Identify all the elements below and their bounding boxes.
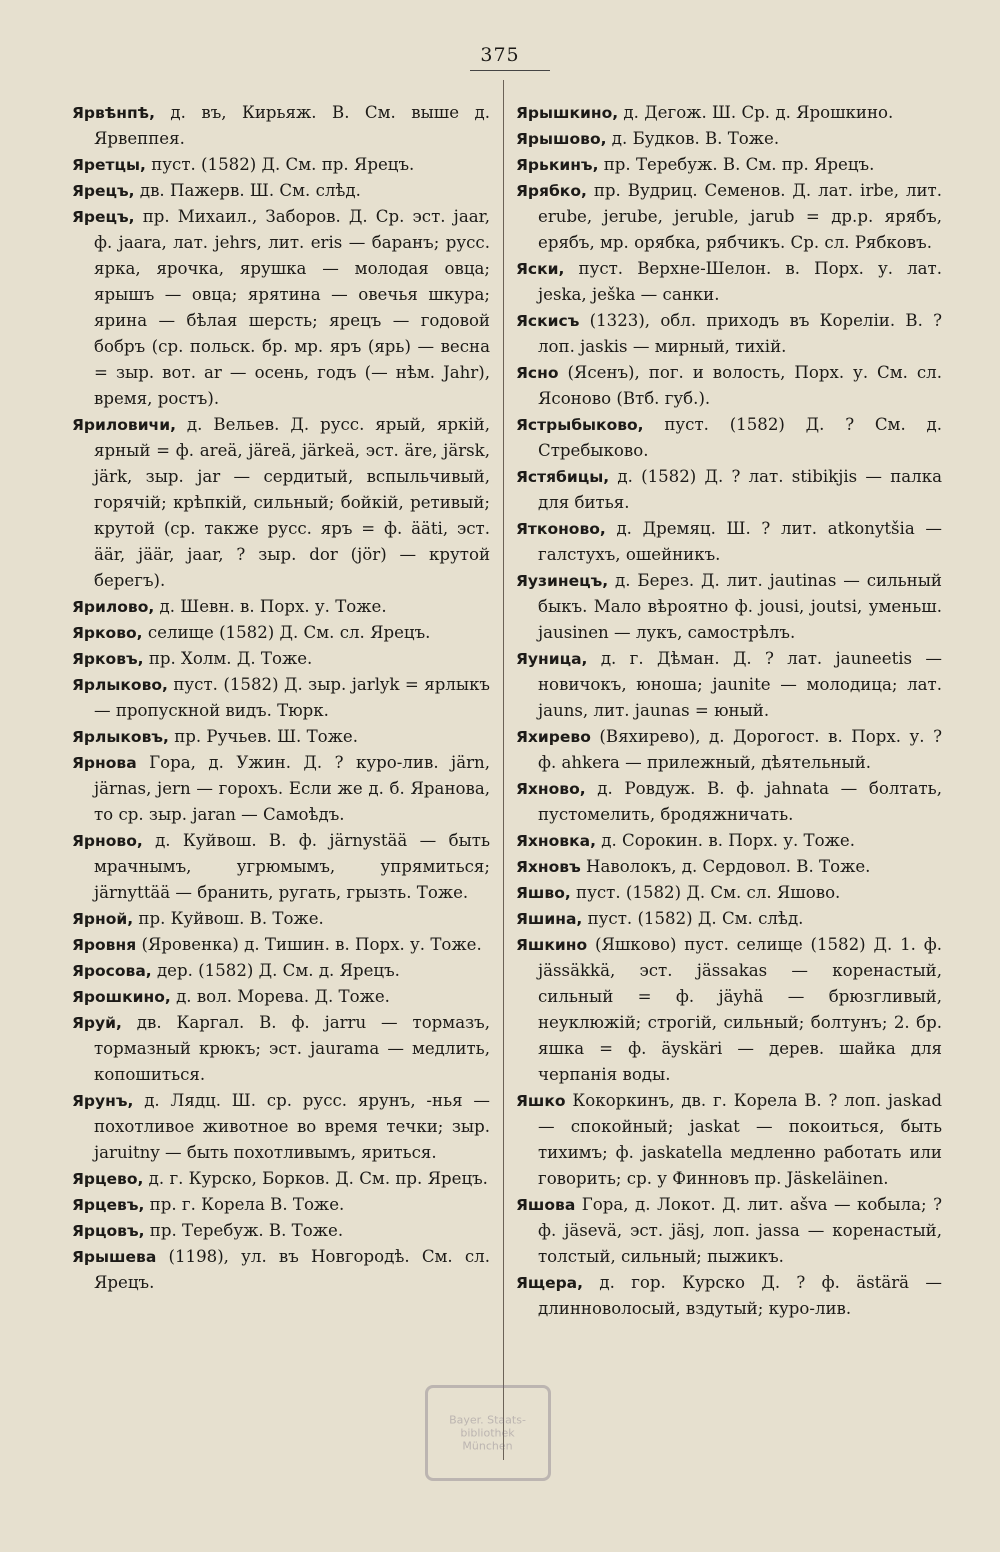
entry-headword: Яшво, xyxy=(516,884,571,902)
entry-headword: Ярной, xyxy=(72,910,134,928)
dictionary-entry xyxy=(72,1192,490,1218)
dictionary-entry xyxy=(516,1192,942,1270)
entry-headword: Ярышкино, xyxy=(516,104,619,122)
dictionary-entry xyxy=(516,568,942,646)
entry-headword: Ярцевъ, xyxy=(72,1196,145,1214)
entry-headword: Яхново, xyxy=(516,780,586,798)
entry-headword: Яуница, xyxy=(516,650,588,668)
entry-definition: д. Будков. В. Тоже. xyxy=(611,129,780,148)
entry-definition: пуст. (1582) Д. См. слѣд. xyxy=(587,909,804,928)
entry-headword: Ястябицы, xyxy=(516,468,610,486)
dictionary-entry xyxy=(72,1218,490,1244)
dictionary-entry xyxy=(72,750,490,828)
dictionary-entry xyxy=(72,412,490,594)
right-column xyxy=(516,100,942,1322)
dictionary-entry xyxy=(516,100,942,126)
left-column xyxy=(72,100,490,1296)
entry-headword: Яхирево xyxy=(516,728,591,746)
entry-headword: Ярлыковъ, xyxy=(72,728,169,746)
entry-definition: пуст. Верхне-Шелон. в. Порх. у. лат. jeska, ješka — санки. xyxy=(538,259,942,304)
dictionary-entry xyxy=(516,932,942,1088)
entry-headword: Ястрыбыково, xyxy=(516,416,644,434)
entry-headword: Яскисъ xyxy=(516,312,580,330)
entry-definition: дв. Пажерв. Ш. См. слѣд. xyxy=(139,181,361,200)
entry-definition: (Ясенъ), пог. и волость, Порх. у. См. сл. Ясоново (Втб. губ.). xyxy=(538,363,942,408)
dictionary-entry xyxy=(72,204,490,412)
entry-definition: Гора, д. Локот. Д. лит. ašva — кобыла; ? ф. jäsevä, эст. jäsj, лоп. jassa — коренастый, толстый, сильный; пыжикъ. xyxy=(538,1195,942,1266)
dictionary-entry xyxy=(72,1244,490,1296)
dictionary-entry xyxy=(72,828,490,906)
entry-headword: Яшова xyxy=(516,1196,576,1214)
entry-headword: Яшко xyxy=(516,1092,566,1110)
entry-headword: Ящера, xyxy=(516,1274,584,1292)
page-number-rule xyxy=(470,70,550,71)
entry-definition: Наволокъ, д. Сердовол. В. Тоже. xyxy=(586,857,871,876)
dictionary-entry xyxy=(516,1270,942,1322)
dictionary-entry xyxy=(72,178,490,204)
entry-headword: Яхновка, xyxy=(516,832,596,850)
entry-definition: пуст. (1582) Д. См. сл. Яшово. xyxy=(576,883,841,902)
dictionary-entry xyxy=(516,646,942,724)
dictionary-entry xyxy=(516,776,942,828)
dictionary-entry xyxy=(516,178,942,256)
page-number: 375 xyxy=(480,44,520,66)
entry-definition: дв. Каргал. В. ф. jarru — тормазъ, тормазный крюкъ; эст. jaurama — медлить, копошиться. xyxy=(94,1013,490,1084)
entry-definition: пр. г. Корела В. Тоже. xyxy=(149,1195,345,1214)
entry-definition: д. вол. Морева. Д. Тоже. xyxy=(176,987,390,1006)
column-divider xyxy=(503,80,504,1460)
dictionary-entry xyxy=(516,308,942,360)
dictionary-entry xyxy=(72,152,490,178)
entry-definition: д. Дремяц. Ш. ? лит. atkonytšia — галстухъ, ошейникъ. xyxy=(538,519,943,564)
entry-headword: Ярецъ, xyxy=(72,208,135,226)
dictionary-entry xyxy=(72,984,490,1010)
dictionary-entry xyxy=(516,464,942,516)
dictionary-entry xyxy=(516,854,942,880)
dictionary-entry xyxy=(72,1166,490,1192)
dictionary-entry xyxy=(72,100,490,152)
entry-definition: пр. Теребуж. В. См. пр. Ярецъ. xyxy=(603,155,875,174)
entry-headword: Ясно xyxy=(516,364,559,382)
entry-definition: пуст. (1582) Д. ? См. д. Стребыково. xyxy=(538,415,943,460)
entry-definition: д. Ровдуж. В. ф. jahnata — болтать, пустомелить, бродяжничать. xyxy=(538,779,942,824)
entry-headword: Ятконово, xyxy=(516,520,606,538)
entry-headword: Яриловичи, xyxy=(72,416,176,434)
dictionary-entry xyxy=(516,906,942,932)
entry-definition: Гора, д. Ужин. Д. ? куро-лив. järn, järnas, jern — горохъ. Если же д. б. Яранова, то ср. зыр. jaran — Самоѣдъ. xyxy=(94,753,490,824)
entry-headword: Яхновъ xyxy=(516,858,581,876)
entry-headword: Яшкино xyxy=(516,936,588,954)
entry-definition: д. Сорокин. в. Порх. у. Тоже. xyxy=(601,831,855,850)
entry-definition: д. Куйвош. В. ф. järnystää — быть мрачнымъ, угрюмымъ, упрямиться; järnyttää — бранить, ругать, грызть. Тоже. xyxy=(94,831,490,902)
entry-headword: Ярково, xyxy=(72,624,143,642)
entry-definition: д. гор. Курско Д. ? ф. ästärä — длинноволосый, вздутый; куро-лив. xyxy=(538,1273,942,1318)
dictionary-entry xyxy=(72,906,490,932)
entry-definition: дер. (1582) Д. См. д. Ярецъ. xyxy=(156,961,400,980)
entry-definition: пуст. (1582) Д. зыр. jarlyk = ярлыкъ — пропускной видъ. Тюрк. xyxy=(94,675,490,720)
dictionary-entry xyxy=(516,152,942,178)
entry-headword: Яузинецъ, xyxy=(516,572,609,590)
entry-definition: д. г. Дѣман. Д. ? лат. jauneetis — новичокъ, юноша; jaunite — молодица; лат. jauns, лит. jaunas = юный. xyxy=(538,649,943,720)
entry-definition: д. Шевн. в. Порх. у. Тоже. xyxy=(159,597,387,616)
dictionary-entry xyxy=(72,1010,490,1088)
entry-headword: Ярунъ, xyxy=(72,1092,134,1110)
entry-definition: д. Лядц. Ш. ср. русс. ярунъ, -нья — похотливое животное во время течки; зыр. jaruitny — быть похотливымъ, яриться. xyxy=(94,1091,490,1162)
dictionary-entry xyxy=(72,646,490,672)
entry-headword: Ярилово, xyxy=(72,598,155,616)
entry-headword: Ярецъ, xyxy=(72,182,135,200)
dictionary-entry xyxy=(516,880,942,906)
entry-headword: Яретцы, xyxy=(72,156,146,174)
entry-definition: пр. Теребуж. В. Тоже. xyxy=(149,1221,344,1240)
entry-headword: Ярькинъ, xyxy=(516,156,599,174)
entry-definition: пр. Куйвош. В. Тоже. xyxy=(138,909,324,928)
library-stamp-text: Bayer. Staats-bibliothek München xyxy=(449,1413,527,1453)
entry-definition: д. (1582) Д. ? лат. stibikjis — палка для битья. xyxy=(538,467,942,512)
entry-definition: (1198), ул. въ Новгородѣ. См. сл. Ярецъ. xyxy=(94,1247,490,1292)
dictionary-entry xyxy=(72,1088,490,1166)
entry-headword: Ярябко, xyxy=(516,182,587,200)
dictionary-entry xyxy=(516,412,942,464)
entry-headword: Ярново, xyxy=(72,832,143,850)
dictionary-entry xyxy=(516,360,942,412)
entry-headword: Ярошкино, xyxy=(72,988,171,1006)
entry-headword: Ярлыково, xyxy=(72,676,168,694)
dictionary-entry xyxy=(72,958,490,984)
entry-headword: Ярышово, xyxy=(516,130,607,148)
dictionary-entry xyxy=(516,828,942,854)
dictionary-entry xyxy=(516,516,942,568)
entry-definition: д. Дегож. Ш. Ср. д. Ярошкино. xyxy=(623,103,894,122)
entry-definition: (Вяхирево), д. Дорогост. в. Порх. у. ? ф. ahkera — прилежный, дѣятельный. xyxy=(538,727,942,772)
entry-headword: Яровня xyxy=(72,936,137,954)
dictionary-entry xyxy=(516,126,942,152)
entry-definition: Кокоркинъ, дв. г. Корела В. ? лоп. jaskad — спокойный; jaskat — покоиться, быть тихимъ; ф. jaskatella медленно работать или говорить; ср. у Финновъ пр. Jäskeläinen. xyxy=(538,1091,942,1188)
entry-headword: Ярковъ, xyxy=(72,650,144,668)
dictionary-entry xyxy=(72,932,490,958)
entry-definition: пр. Ручьев. Ш. Тоже. xyxy=(174,727,358,746)
entry-headword: Яруй, xyxy=(72,1014,122,1032)
entry-definition: д. Вельев. Д. русс. ярый, яркій, ярный = ф. areä, järeä, järkeä, эст. äre, järsk, järk, зыр. jar — сердитый, вспыльчивый, горячій; крѣпкій, сильный; бойкій, ретивый; крутой (ср. также русс. яръ = ф. äätі, эст. äär, jäär, jaar, ? зыр. dor (jör) — крутой берегъ). xyxy=(94,415,490,590)
dictionary-entry xyxy=(516,724,942,776)
entry-definition: пр. Михаил., Заборов. Д. Ср. эст. jaar, ф. jaara, лат. jehrs, лит. eris — баранъ; русс. ярка, ярочка, ярушка — молодая овца; ярышъ — овца; ярятина — овечья шкура; ярина — бѣлая шерсть; ярецъ — годовой бобръ (ср. польск. бр. мр. яръ (ярь) — весна = зыр. вот. ar — осень, годъ (— нѣм. Jahr), время, ростъ). xyxy=(94,207,490,408)
entry-definition: (Яшково) пуст. селище (1582) Д. 1. ф. jässäkkä, эст. jässakas — коренастый, сильный = ф. jäyhä — брюзгливый, неуклюжій; строгій, сильный; болтунъ; 2. бр. яшка = ф. äyskäri — дерев. шайка для черпанія воды. xyxy=(538,935,942,1084)
entry-headword: Яшина, xyxy=(516,910,583,928)
dictionary-entry xyxy=(72,672,490,724)
entry-definition: д. Берез. Д. лит. jautinas — сильный быкъ. Мало вѣроятно ф. jousi, joutsi, уменьш. jausinen — лукъ, самострѣлъ. xyxy=(538,571,942,642)
entry-headword: Ярцовъ, xyxy=(72,1222,145,1240)
entry-definition: селище (1582) Д. См. сл. Ярецъ. xyxy=(147,623,431,642)
entry-headword: Ярвѣнпѣ, xyxy=(72,104,155,122)
entry-definition: пуст. (1582) Д. См. пр. Ярецъ. xyxy=(151,155,415,174)
library-stamp xyxy=(425,1385,551,1481)
entry-definition: пр. Вудриц. Семенов. Д. лат. irbe, лит. erube, jerube, jeruble, jarub = др.р. ярябъ, ерябъ, мр. орябка, рябчикъ. Ср. сл. Рябковъ. xyxy=(538,181,943,252)
entry-definition: пр. Холм. Д. Тоже. xyxy=(148,649,313,668)
entry-definition: (Яровенка) д. Тишин. в. Порх. у. Тоже. xyxy=(141,935,482,954)
dictionary-entry xyxy=(72,594,490,620)
dictionary-entry xyxy=(516,256,942,308)
entry-definition: д. г. Курско, Борков. Д. См. пр. Ярецъ. xyxy=(148,1169,488,1188)
dictionary-entry xyxy=(72,724,490,750)
entry-headword: Ярцево, xyxy=(72,1170,144,1188)
entry-definition: (1323), обл. приходъ въ Кореліи. В. ? лоп. jaskis — мирный, тихій. xyxy=(538,311,942,356)
entry-headword: Яросова, xyxy=(72,962,152,980)
dictionary-entry xyxy=(516,1088,942,1192)
entry-headword: Ярышева xyxy=(72,1248,157,1266)
entry-headword: Яски, xyxy=(516,260,565,278)
entry-headword: Ярнова xyxy=(72,754,137,772)
dictionary-entry xyxy=(72,620,490,646)
entry-definition: д. въ, Кирьяж. В. См. выше д. Ярвеппея. xyxy=(94,103,490,148)
